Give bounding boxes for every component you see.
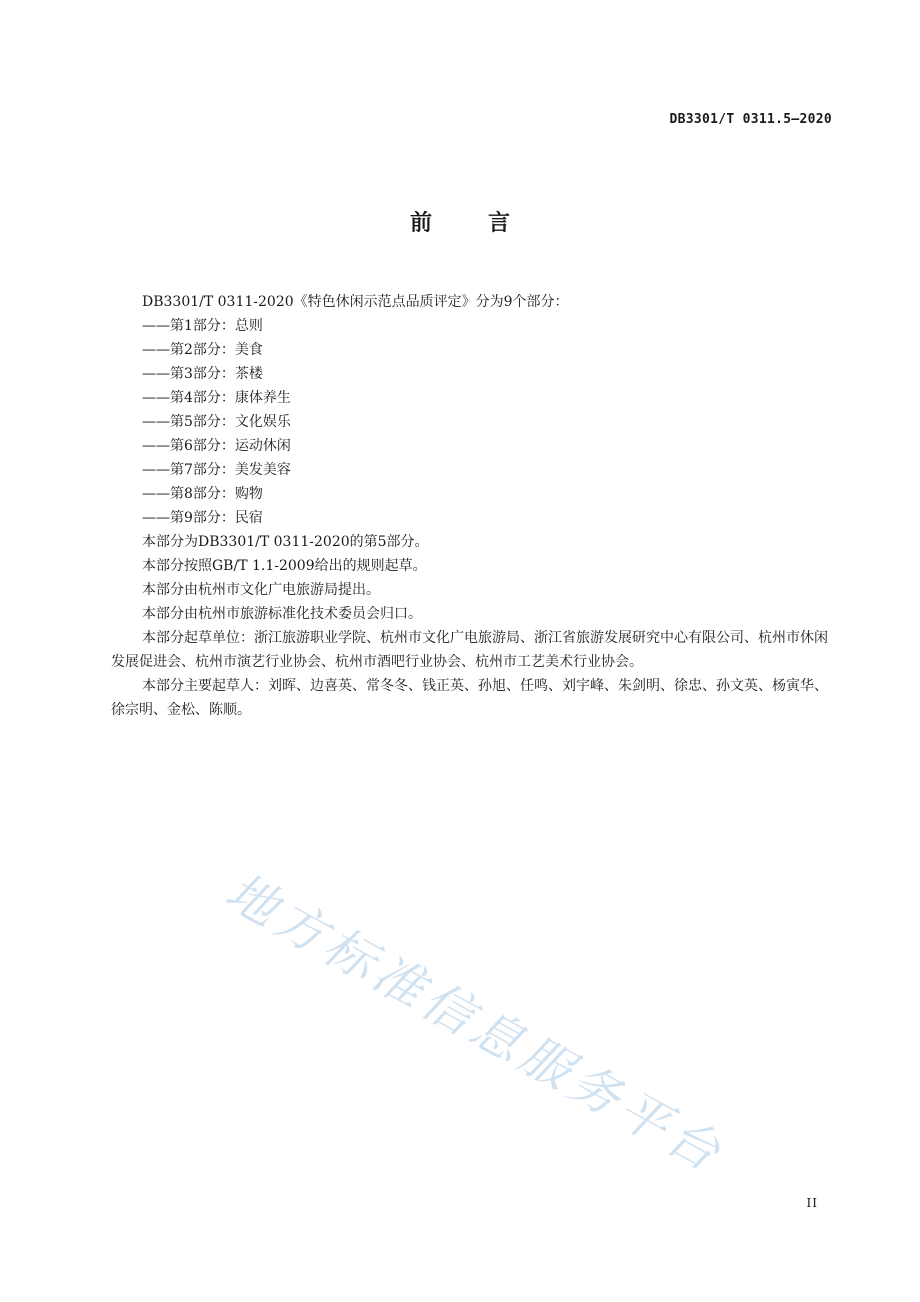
drafting-units-paragraph: 本部分起草单位：浙江旅游职业学院、杭州市文化广电旅游局、浙江省旅游发展研究中心有限公司、杭州市休闲发展促进会、杭州市演艺行业协会、杭州市酒吧行业协会、杭州市工艺美术行业协会。	[111, 630, 828, 670]
part-list-item: ——第4部分：康体养生	[142, 390, 291, 406]
page-title	[0, 206, 920, 237]
drafters-paragraph: 本部分主要起草人：刘晖、边喜英、常冬冬、钱正英、孙旭、任鸣、刘宇峰、朱剑明、徐忠、孙文英、杨寅华、徐宗明、金松、陈顺。	[111, 678, 828, 718]
part-list-item: ——第5部分：文化娱乐	[142, 414, 291, 430]
part-list-item: ——第9部分：民宿	[142, 510, 263, 526]
intro-paragraph: DB3301/T 0311-2020《特色休闲示范点品质评定》分为9个部分：	[142, 294, 569, 310]
statement-paragraph: 本部分由杭州市旅游标准化技术委员会归口。	[142, 606, 422, 622]
title-char-2: 言	[488, 211, 511, 236]
page-number: II	[806, 1196, 818, 1210]
statement-paragraph: 本部分由杭州市文化广电旅游局提出。	[142, 582, 380, 598]
statement-paragraph: 本部分按照GB/T 1.1-2009给出的规则起草。	[142, 558, 427, 574]
part-list-item: ——第2部分：美食	[142, 342, 263, 358]
part-list-item: ——第7部分：美发美容	[142, 462, 291, 478]
part-list-item: ——第8部分：购物	[142, 486, 263, 502]
part-list-item: ——第3部分：茶楼	[142, 366, 263, 382]
part-list-item: ——第6部分：运动休闲	[142, 438, 291, 454]
title-char-1: 前	[409, 211, 432, 236]
part-list-item: ——第1部分：总则	[142, 318, 263, 334]
standard-code: DB3301/T 0311.5—2020	[669, 112, 832, 127]
foreword-body	[111, 290, 836, 722]
statement-paragraph: 本部分为DB3301/T 0311-2020的第5部分。	[142, 534, 429, 550]
watermark-text: 地方标准信息服务平台	[216, 862, 734, 1185]
